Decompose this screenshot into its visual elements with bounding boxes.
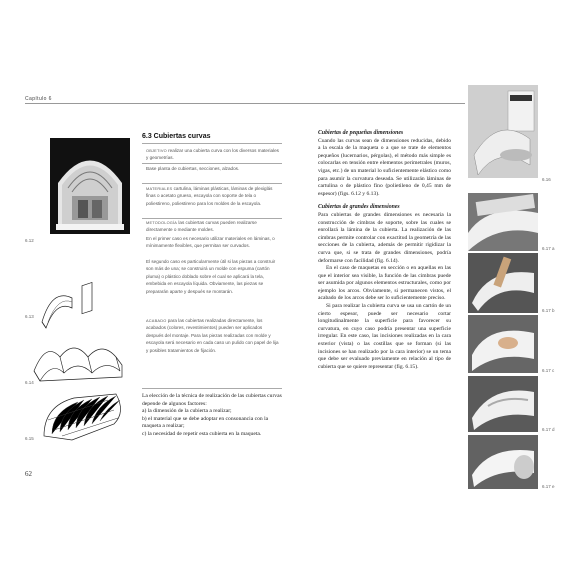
header-rule: [25, 103, 465, 104]
photo-6-17d: [468, 376, 538, 432]
subhead-large: Cubiertas de grandes dimensiones: [318, 204, 400, 211]
sidebar-methodology: METODOLOGÍA las cubiertas curvas pueden realizarse directamente o mediante moldes.: [146, 220, 257, 233]
photo-6-17a: [468, 193, 538, 251]
chapter-label: Capítulo 6: [25, 96, 52, 102]
fig-label-6-17e: 6.17 e: [542, 484, 555, 489]
sidebar-finishing: ACABADO para las cubiertas realizadas directamente, los acabados (colores, revestimientos) pueden ser aplicados después del montaje. Para las piezas realizadas con molde y escayola será necesario en cada caso un pulido con papel de lija y posibles tratamientos de fijación.: [146, 318, 279, 353]
fig-label-6-13: 6.13: [25, 314, 34, 319]
sidebar-rule: [142, 163, 282, 164]
fig-label-6-14: 6.14: [25, 380, 34, 385]
page-number: 62: [25, 470, 32, 478]
subhead-small: Cubiertas de pequeñas dimensiones: [318, 130, 404, 136]
paragraph-sections: En el caso de maquetas en sección o en aquellas en las que el interior sea visible, la función de las cimbras puede ser asumida por algunos elementos estructurales, como por ejemplo los arcos. Obviamente, si permanecen vistos, el acabado de los arcos debe ser lo suficientemente preciso.: [318, 265, 451, 302]
photo-6-17b: [468, 253, 538, 313]
factor-a: a) la dimensión de la cubierta a realizar;: [142, 408, 232, 415]
sidebar-rule: [142, 143, 282, 144]
photo-6-16: [468, 85, 538, 178]
fig-label-6-17a: 6.17 a: [542, 246, 555, 251]
photo-6-12: [50, 138, 130, 234]
factor-c: c) la necesidad de repetir esta cubierta en la maqueta.: [142, 430, 262, 437]
factor-b: b) el material que se debe adoptar en consonancia con la maqueta a realizar;: [142, 415, 269, 430]
sidebar-second-case: El segundo caso es particularmente útil si las piezas a construir son más de una; se construirá un molde con espuma (cartón pluma) o plástico doblado sobre el cual se aplicará la tela, embebida en escayola líquida. Obviamente, las piezas se prepararán aparte y después se montarán.: [146, 259, 276, 294]
sidebar-rule: [142, 388, 282, 389]
photo-6-17c: [468, 315, 538, 373]
fig-label-6-16: 6.16: [542, 177, 551, 182]
fig-label-6-15: 6.15: [25, 436, 34, 441]
intro-paragraph: La elección de la técnica de realización de las cubiertas curvas depende de algunos factores: a) la dimensión de la cubierta a realizar; b) el material que se debe adoptar en consonancia con la maqueta a realizar; c) la necesidad de repetir esta cubierta en la maqueta.: [142, 393, 282, 437]
sidebar-objective: OBJETIVO realizar una cubierta curva con los diversos materiales y geometrías.: [146, 148, 279, 161]
sidebar-first-case: En el primer caso es necesario utilizar materiales en láminas, o mínimamente flexibles, que permitan ser curvados.: [146, 236, 275, 249]
photo-6-17e: [468, 435, 538, 489]
right-text-column: [318, 130, 451, 371]
sidebar-base: Base planta de cubiertas, secciones, alzados.: [146, 166, 240, 171]
paragraph-large: Para cubiertas de grandes dimensiones es necesaria la construcción de cimbras de soporte, sobre las cuales se enrollará la lámina de la cubierta. La realización de las cimbras permite controlar con exactitud la geometría de las secciones de la cubierta, además de permitir rigidizar la curva que, si se trata de grandes dimensiones, podría deformarse con facilidad (fig. 6.14).: [318, 211, 451, 264]
fig-label-6-17c: 6.17 c: [542, 368, 555, 373]
fig-label-6-12: 6.12: [25, 238, 34, 243]
drawing-6-13: [38, 282, 108, 338]
paragraph-small: Cuando las curvas sean de dimensiones reducidas, debido a la escala de la maqueta o a que se trate de elementos pequeños (lucernarios, pérgolas), el método más simple es colocarlas en tensión entre elementos perimetrales (muros, vigas, etc.) de un material lo suficientemente elástico como para asumir la curvatura deseada. Se utilizarán láminas de cartulina o de plástico fino (polietileno de 0,45 mm de espesor) (figs. 6.12 y 6.13).: [318, 137, 451, 197]
drawing-6-15: [38, 390, 130, 448]
section-title: 6.3 Cubiertas curvas: [142, 133, 211, 140]
sidebar-rule: [142, 183, 282, 184]
paragraph-cardboard: Si para realizar la cubierta curva se usa un cartón de un cierto espesor, puede ser necesario cortar longitudinalmente la superficie para favorecer su curvatura, en cuyo caso podría presentar una superficie irregular. En este caso, las incisiones realizadas en la cara exterior (vista) o las costillas que se forman (si las incisiones se han realizado por la cara interior) se un tema que debe ser evaluado previamente en relación al tipo de cubierta que se quiere representar (fig. 6.15).: [318, 303, 451, 370]
drawing-6-14: [30, 337, 130, 385]
fig-label-6-17d: 6.17 d: [542, 427, 555, 432]
sidebar-materials: MATERIALES cartulina, láminas plásticas, láminas de plexiglás finas o acetato grueso, escayola con soporte de tela o poliestireno, poliestireno para los moldes de la escayola.: [146, 186, 273, 206]
fig-label-6-17b: 6.17 b: [542, 308, 555, 313]
